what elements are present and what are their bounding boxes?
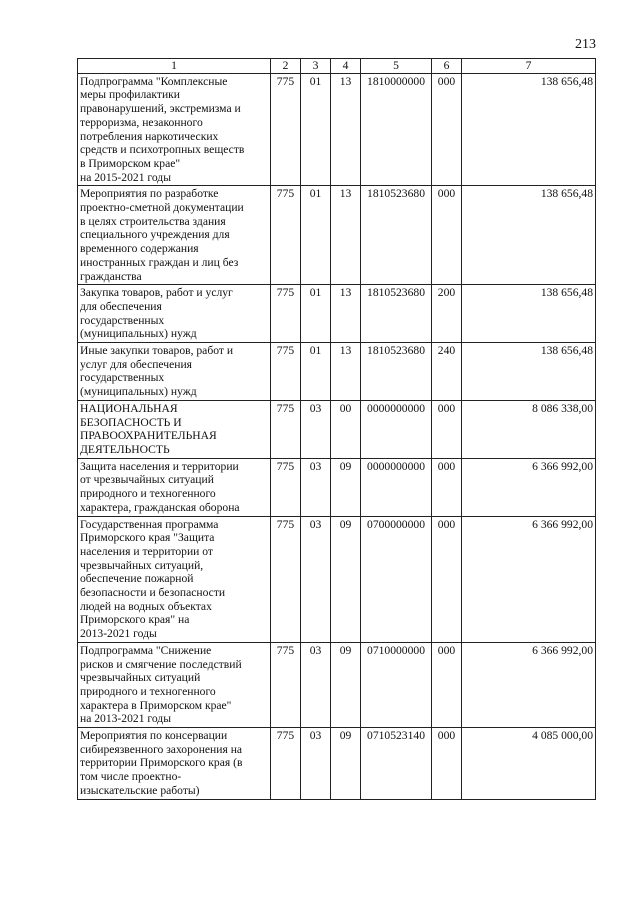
- section-code-cell: 01: [301, 73, 331, 186]
- target-item-code-cell: 0700000000: [361, 516, 432, 642]
- target-item-code-cell: 0710523140: [361, 728, 432, 800]
- amount-cell: 138 656,48: [462, 285, 596, 343]
- subsection-code-cell: 13: [331, 186, 361, 285]
- amount-cell: 138 656,48: [462, 186, 596, 285]
- section-code-cell: 03: [301, 458, 331, 516]
- ministry-code-cell: 775: [271, 458, 301, 516]
- row-name-cell: НАЦИОНАЛЬНАЯ БЕЗОПАСНОСТЬ И ПРАВООХРАНИТЕЛЬНАЯ ДЕЯТЕЛЬНОСТЬ: [78, 400, 271, 458]
- row-name-cell: Подпрограмма "Комплексные меры профилактики правонарушений, экстремизма и терроризма, незаконного потребления наркотических средств и психотропных веществ в Приморском крае" на 2015-2021 годы: [78, 73, 271, 186]
- expense-type-code-cell: 000: [432, 73, 462, 186]
- table-row: [78, 400, 596, 458]
- row-name-cell: Иные закупки товаров, работ и услуг для обеспечения государственных (муниципальных) нужд: [78, 343, 271, 401]
- expense-type-code-cell: 000: [432, 186, 462, 285]
- column-header: 4: [331, 59, 361, 74]
- ministry-code-cell: 775: [271, 186, 301, 285]
- amount-cell: 6 366 992,00: [462, 516, 596, 642]
- table-row: [78, 458, 596, 516]
- ministry-code-cell: 775: [271, 516, 301, 642]
- section-code-cell: 03: [301, 400, 331, 458]
- row-name-cell: Защита населения и территории от чрезвычайных ситуаций природного и техногенного характера, гражданская оборона: [78, 458, 271, 516]
- amount-cell: 8 086 338,00: [462, 400, 596, 458]
- table-row: [78, 186, 596, 285]
- subsection-code-cell: 13: [331, 343, 361, 401]
- amount-cell: 4 085 000,00: [462, 728, 596, 800]
- amount-cell: 6 366 992,00: [462, 458, 596, 516]
- table-row: [78, 343, 596, 401]
- expense-type-code-cell: 000: [432, 400, 462, 458]
- expense-type-code-cell: 000: [432, 642, 462, 727]
- amount-cell: 138 656,48: [462, 343, 596, 401]
- target-item-code-cell: 0710000000: [361, 642, 432, 727]
- target-item-code-cell: 0000000000: [361, 458, 432, 516]
- column-number-row: [78, 59, 596, 74]
- target-item-code-cell: 1810523680: [361, 186, 432, 285]
- section-code-cell: 03: [301, 642, 331, 727]
- ministry-code-cell: 775: [271, 73, 301, 186]
- expense-type-code-cell: 000: [432, 458, 462, 516]
- column-header: 7: [462, 59, 596, 74]
- row-name-cell: Государственная программа Приморского края "Защита населения и территории от чрезвычайных ситуаций, обеспечение пожарной безопасности и безопасности людей на водных объектах Приморского края" на 2013-2021 годы: [78, 516, 271, 642]
- expense-type-code-cell: 000: [432, 728, 462, 800]
- ministry-code-cell: 775: [271, 728, 301, 800]
- ministry-code-cell: 775: [271, 400, 301, 458]
- subsection-code-cell: 00: [331, 400, 361, 458]
- expense-type-code-cell: 200: [432, 285, 462, 343]
- table-row: [78, 73, 596, 186]
- row-name-cell: Мероприятия по консервации сибиреязвенного захоронения на территории Приморского края (в том числе проектно- изыскательские работы): [78, 728, 271, 800]
- target-item-code-cell: 1810523680: [361, 285, 432, 343]
- target-item-code-cell: 0000000000: [361, 400, 432, 458]
- subsection-code-cell: 09: [331, 516, 361, 642]
- table-row: [78, 285, 596, 343]
- row-name-cell: Подпрограмма "Снижение рисков и смягчение последствий чрезвычайных ситуаций природного и техногенного характера в Приморском крае" на 2013-2021 годы: [78, 642, 271, 727]
- column-header: 5: [361, 59, 432, 74]
- subsection-code-cell: 09: [331, 728, 361, 800]
- table-row: [78, 728, 596, 800]
- subsection-code-cell: 09: [331, 642, 361, 727]
- section-code-cell: 01: [301, 285, 331, 343]
- target-item-code-cell: 1810523680: [361, 343, 432, 401]
- column-header: 3: [301, 59, 331, 74]
- subsection-code-cell: 09: [331, 458, 361, 516]
- section-code-cell: 03: [301, 728, 331, 800]
- subsection-code-cell: 13: [331, 285, 361, 343]
- column-header: 1: [78, 59, 271, 74]
- amount-cell: 6 366 992,00: [462, 642, 596, 727]
- table-row: [78, 642, 596, 727]
- ministry-code-cell: 775: [271, 343, 301, 401]
- section-code-cell: 03: [301, 516, 331, 642]
- budget-table: [77, 58, 596, 800]
- target-item-code-cell: 1810000000: [361, 73, 432, 186]
- row-name-cell: Закупка товаров, работ и услуг для обеспечения государственных (муниципальных) нужд: [78, 285, 271, 343]
- row-name-cell: Мероприятия по разработке проектно-сметной документации в целях строительства здания специального учреждения для временного содержания иностранных граждан и лиц без гражданства: [78, 186, 271, 285]
- page-number: 213: [575, 37, 596, 52]
- table-row: [78, 516, 596, 642]
- expense-type-code-cell: 000: [432, 516, 462, 642]
- column-header: 2: [271, 59, 301, 74]
- subsection-code-cell: 13: [331, 73, 361, 186]
- section-code-cell: 01: [301, 343, 331, 401]
- expense-type-code-cell: 240: [432, 343, 462, 401]
- section-code-cell: 01: [301, 186, 331, 285]
- ministry-code-cell: 775: [271, 285, 301, 343]
- column-header: 6: [432, 59, 462, 74]
- ministry-code-cell: 775: [271, 642, 301, 727]
- amount-cell: 138 656,48: [462, 73, 596, 186]
